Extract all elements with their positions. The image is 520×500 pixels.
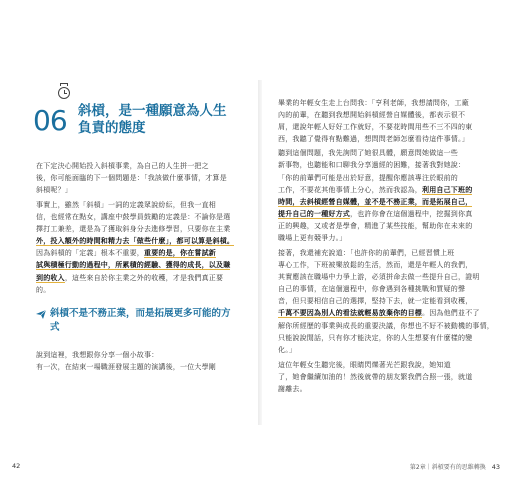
text-line: 自己的事情，在這個過程中，你會遇到各種挑戰和質疑的聲 (278, 285, 466, 294)
text-line: 信，也經常在點女，講座中鼓學員鼓勵的定義是：不論你是選 (36, 213, 231, 222)
highlight-text: 千萬不要因為別人的看法就輕易放棄你的目標 (278, 309, 422, 318)
text-line: 新事物，也聽能和口聊我分享過經的困難，接著我對她說： (278, 161, 466, 170)
text-line: 屑，還說年輕人好好工作就好，不要花時間用些不三不四的東 (278, 123, 473, 132)
right-paragraph-2 (278, 147, 465, 171)
text-line: 在下定決心開始投入斜槓事業，為自己的人生拼一把之 (36, 162, 209, 170)
right-quote (278, 172, 472, 245)
text-line: 畢業的年輕女生走上台問我：「亨利老師，我想請問你，工廠 (278, 99, 469, 107)
right-paragraph-1 (278, 97, 472, 145)
text-span: ，也許你會在這個過程中，挖掘到你真 (350, 210, 473, 219)
highlight-text: 利用自己下班的 (422, 186, 473, 195)
highlight-text: 提升自己的一種好方式 (278, 210, 350, 219)
text-line (36, 235, 234, 247)
left-paragraph-2 (36, 199, 234, 296)
text-line: 斜槓呢？」 (36, 186, 72, 195)
chapter-title (78, 103, 253, 137)
text-line: 後，你可能面臨的下一個問題是：「我該做什麼事情，才算是 (36, 174, 227, 183)
highlight-text: 外，投入額外的時間和精力去「做些什麼」，都可以算是斜槓。 (36, 237, 235, 246)
text-line (36, 259, 234, 271)
right-page (262, 0, 520, 500)
section-heading-line: 式 (50, 322, 60, 333)
highlight-text: 試與積極行動的過程中，所累積的經驗、獲得的成長，以及賺 (36, 261, 231, 270)
chapter-title-line: 斜槓，是一種願意為人生 (78, 103, 227, 119)
right-paragraph-3 (278, 247, 494, 356)
running-head (410, 462, 500, 471)
text-line: 有一次，在結束一場職涯發展主題的演講後，一位大學剛 (36, 363, 216, 372)
highlight-text: 時間，去斜槓經營自媒體，並不是不務正業，而是拓展自己， (278, 198, 473, 207)
text-span: ，這些來自於你主業之外的收穫，才是我們真正要 (64, 273, 224, 282)
text-line: 內的前輩，在聽到我想開始斜槓經營自媒體後，都表示很不 (278, 111, 466, 120)
text-line: 「你的前輩們可能是出於好意，提醒你應該專注於眼前的 (278, 174, 458, 182)
text-line (36, 272, 234, 284)
page-number-left: 42 (12, 462, 21, 470)
right-paragraph-5 (278, 359, 472, 395)
text-line: 這位年輕女生聽完後，眼睛閃爍著光芒跟我說，她知道 (278, 361, 451, 369)
text-line: 事實上，雖然「斜槓」一詞的定義眾說紛紜，但我一直相 (36, 201, 216, 209)
running-head-text: 第2章｜斜槓要有的思維轉換 (409, 464, 486, 471)
text-line (36, 247, 234, 259)
text-line: 只能說說閒話，只有你才能決定，你的人生想要有什麼樣的變 (278, 333, 473, 342)
text-line: 謝離去。 (278, 385, 307, 394)
text-span: 工作，不要花其他事情上分心，然而我認為， (278, 186, 422, 195)
left-paragraph-1 (36, 160, 227, 196)
chapter-number: 06 (33, 104, 67, 137)
text-line: 職場上更有競爭力。」 (278, 234, 347, 243)
text-span: 因為斜槓的「定義」根本不重要， (36, 249, 144, 258)
stopwatch-icon-crown (60, 83, 68, 86)
text-line: 化。」 (278, 345, 297, 354)
text-line (278, 196, 472, 208)
text-line: 接著，我還補充說道：「也許你的前輩們，已經習慣上班 (278, 249, 455, 257)
paper-plane-icon (36, 310, 46, 319)
left-paragraph-3 (36, 349, 216, 373)
left-page (0, 0, 258, 500)
text-line: 解你所經歷的事業與成長的重要決議，你想也不好不被動機的事情， (278, 321, 494, 330)
text-line (278, 184, 472, 196)
text-line: 正的興趣，又或者是學會，精進了某些技能，幫助你在未來的 (278, 222, 473, 231)
text-line: 其實應該在職場中力爭上游，必須拼命去做一些提升自己，證明 (278, 273, 480, 282)
section-heading-line: 斜槓不是不務正業，而是拓展更多可能的方 (50, 308, 231, 319)
text-line (278, 307, 494, 319)
text-line (278, 208, 472, 220)
highlight-text: 到的收入 (36, 273, 65, 282)
text-span: 。因為他們並不了 (422, 309, 480, 318)
chapter-title-line: 負責的態度 (78, 120, 146, 136)
text-line: 西，我聽了覺得有點難過，想問問老師怎麼看待這件事情。」 (278, 135, 469, 144)
text-line: 擇打工兼差，還是為了獲取斜身分去進修學習，只要你在主業 (36, 225, 231, 234)
text-line: 音，但只要相信自己的選擇，堅持下去，就一定能看到收穫， (278, 297, 473, 306)
text-line: 的。 (36, 285, 51, 294)
text-line: 了，她會繼續加油的！然後就帶的朋友繁我們合照一張，就道 (278, 373, 473, 382)
page-number-right: 43 (491, 463, 500, 471)
stopwatch-icon (58, 87, 70, 99)
section-heading-text (50, 307, 231, 335)
text-line: 聽到這個問題，我先詢問了她很具體，願意問她做這一些 (278, 149, 458, 157)
text-line: 說到這裡，我想跟你分享一個小故事： (36, 351, 159, 359)
highlight-text: 重要的是，你在嘗試新 (144, 249, 216, 258)
text-line: 專心工作，下班被樂放鬆的生活，然而，還是年輕人的我們， (278, 261, 473, 270)
